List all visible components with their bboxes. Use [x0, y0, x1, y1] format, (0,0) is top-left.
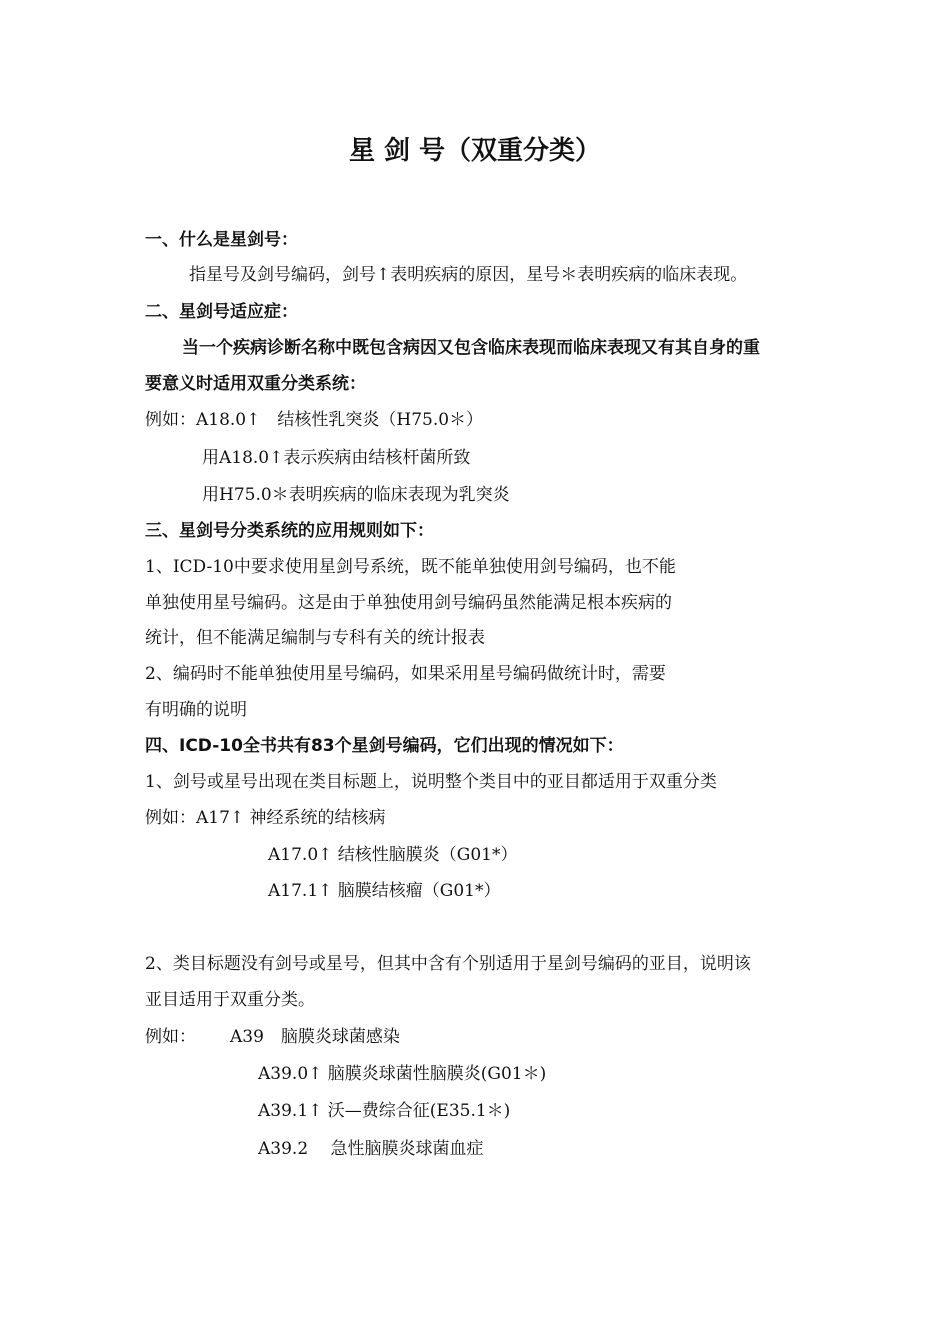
section-2-body-line-1: 当一个疾病诊断名称中既包含病因又包含临床表现而临床表现又有其自身的重 [182, 338, 760, 358]
case-1-example: 例如：A17↑ 神经系统的结核病 [145, 808, 386, 828]
case-2-subitem-1: A39.0↑ 脑膜炎球菌性脑膜炎(G01＊) [258, 1064, 547, 1084]
section-2-body-line-2: 要意义时适用双重分类系统： [145, 374, 366, 394]
case-1-subitem-2: A17.1↑ 脑膜结核瘤（G01*） [268, 881, 501, 901]
section-2-note-2: 用H75.0＊表明疾病的临床表现为乳突炎 [202, 485, 510, 505]
section-4-heading: 四、ICD-10全书共有83个星剑号编码，它们出现的情况如下： [145, 736, 624, 756]
section-3-heading: 三、星剑号分类系统的应用规则如下： [145, 521, 434, 541]
case-2-subitem-2: A39.1↑ 沃—费综合征(E35.1＊) [258, 1101, 511, 1121]
section-2-heading: 二、星剑号适应症： [145, 302, 298, 322]
rule-2-line-2: 有明确的说明 [145, 700, 247, 720]
case-2-example-label: 例如： [145, 1027, 196, 1047]
section-1-heading: 一、什么是星剑号： [145, 230, 298, 250]
section-2-example: 例如：A18.0↑ 结核性乳突炎（H75.0＊） [145, 410, 484, 430]
case-1-subitem-1: A17.0↑ 结核性脑膜炎（G01*） [268, 845, 518, 865]
case-2-subitem-3: A39.2 急性脑膜炎球菌血症 [258, 1139, 484, 1159]
rule-1-line-2: 单独使用星号编码。这是由于单独使用剑号编码虽然能满足根本疾病的 [145, 593, 672, 613]
case-2-example: A39 脑膜炎球菌感染 [230, 1027, 400, 1047]
section-1-body: 指星号及剑号编码，剑号↑表明疾病的原因，星号＊表明疾病的临床表现。 [189, 265, 748, 285]
rule-2-line-1: 2、编码时不能单独使用星号编码，如果采用星号编码做统计时，需要 [145, 664, 666, 684]
section-2-note-1: 用A18.0↑表示疾病由结核杆菌所致 [202, 448, 471, 468]
rule-1-line-3: 统计，但不能满足编制与专科有关的统计报表 [145, 628, 485, 648]
rule-1-line-1: 1、ICD-10中要求使用星剑号系统，既不能单独使用剑号编码，也不能 [145, 557, 676, 577]
page-title: 星 剑 号（双重分类） [348, 136, 602, 166]
case-2-line-1: 2、类目标题没有剑号或星号，但其中含有个别适用于星剑号编码的亚目，说明该 [145, 954, 751, 974]
case-1-description: 1、剑号或星号出现在类目标题上，说明整个类目中的亚目都适用于双重分类 [145, 772, 717, 792]
case-2-line-2: 亚目适用于双重分类。 [145, 990, 315, 1010]
